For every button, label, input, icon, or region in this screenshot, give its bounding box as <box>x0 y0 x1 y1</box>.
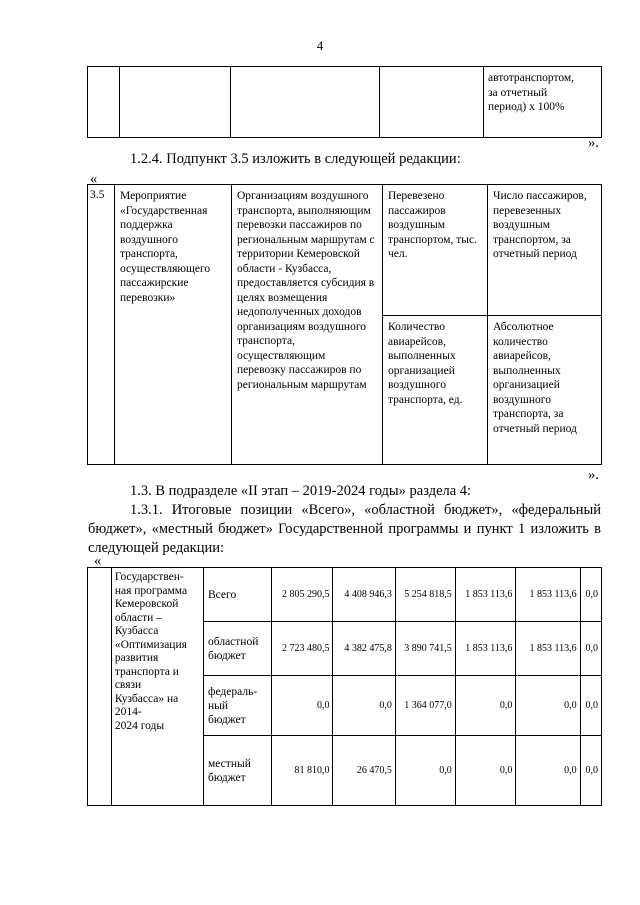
program-name: Государствен- ная программа Кемеровской области – Кузбасса «Оптимизация развития транспорта и связи Кузбасса» на 2014- 2024 годы <box>111 568 203 806</box>
indicator-flights: Количество авиарейсов, выполненных организацией воздушного транспорта, ед. <box>383 316 488 465</box>
value-cell: 0,0 <box>580 676 601 736</box>
value-cell: 0,0 <box>580 622 601 676</box>
value-cell: 4 408 946,3 <box>333 568 395 622</box>
event-description: Организациям воздушного транспорта, выполняющим перевозки пассажиров по региональным маршрутам с территории Кемеровской области - Кузбасса, предоставляется субсидия в целях возмещения недополученных доходов организациям воздушного транспорта, осуществляющим перевозку пассажиров по региональным маршрутам <box>232 185 383 465</box>
formula-flights: Абсолютное количество авиарейсов, выполненных организацией воздушного транспорта, за отчетный период <box>488 316 602 465</box>
event-name: Мероприятие «Государственная поддержка воздушного транспорта, осуществляющего пассажирские перевозки» <box>115 185 232 465</box>
value-cell: 3 890 741,5 <box>395 622 455 676</box>
row-label-regional: областной бюджет <box>204 622 272 676</box>
value-cell: 1 364 077,0 <box>395 676 455 736</box>
value-cell: 0,0 <box>580 568 601 622</box>
value-cell: 0,0 <box>580 736 601 806</box>
blank-cell <box>88 568 112 806</box>
row-label-federal: федераль- ный бюджет <box>204 676 272 736</box>
cont-cell-4 <box>380 67 484 138</box>
value-cell: 1 853 113,6 <box>516 622 580 676</box>
paragraph-1-3: 1.3. В подразделе «II этап – 2019-2024 годы» раздела 4: <box>130 483 472 499</box>
row-number: 3.5 <box>88 185 115 465</box>
value-cell: 5 254 818,5 <box>395 568 455 622</box>
value-cell: 0,0 <box>455 676 516 736</box>
value-cell: 0,0 <box>271 676 333 736</box>
value-cell: 0,0 <box>333 676 395 736</box>
closing-quote-1: ». <box>588 135 599 151</box>
value-cell: 2 805 290,5 <box>271 568 333 622</box>
value-cell: 0,0 <box>455 736 516 806</box>
value-cell: 1 853 113,6 <box>516 568 580 622</box>
cont-formula-cell: автотранспортом, за отчетный период) х 100% <box>484 67 602 138</box>
cont-cell-2 <box>120 67 231 138</box>
continuation-table <box>87 66 602 138</box>
formula-passengers: Число пассажиров, перевезенных воздушным транспортом, за отчетный период <box>488 185 602 316</box>
value-cell: 1 853 113,6 <box>455 568 516 622</box>
row-label-total: Всего <box>204 568 272 622</box>
value-cell: 4 382 475,8 <box>333 622 395 676</box>
value-cell: 2 723 480,5 <box>271 622 333 676</box>
value-cell: 0,0 <box>516 676 580 736</box>
value-cell: 1 853 113,6 <box>455 622 516 676</box>
measure-3-5-table <box>87 184 602 465</box>
paragraph-1-3-1: 1.3.1. Итоговые позиции «Всего», «областной бюджет», «федеральный бюджет», «местный бюджет» Государственной программы и пункт 1 изложить в следующей редакции: <box>88 502 601 556</box>
row-label-local: местный бюджет <box>204 736 272 806</box>
cont-cell-1 <box>88 67 120 138</box>
opening-quote-2: « <box>90 171 98 187</box>
program-funding-table <box>87 567 602 806</box>
paragraph-1-2-4: 1.2.4. Подпункт 3.5 изложить в следующей редакции: <box>130 151 461 167</box>
value-cell: 81 810,0 <box>271 736 333 806</box>
cont-cell-3 <box>231 67 380 138</box>
page-number: 4 <box>316 38 324 53</box>
value-cell: 0,0 <box>395 736 455 806</box>
value-cell: 0,0 <box>516 736 580 806</box>
opening-quote-3: « <box>94 553 102 569</box>
value-cell: 26 470,5 <box>333 736 395 806</box>
indicator-passengers: Перевезено пассажиров воздушным транспортом, тыс. чел. <box>383 185 488 316</box>
closing-quote-2: ». <box>588 467 599 483</box>
